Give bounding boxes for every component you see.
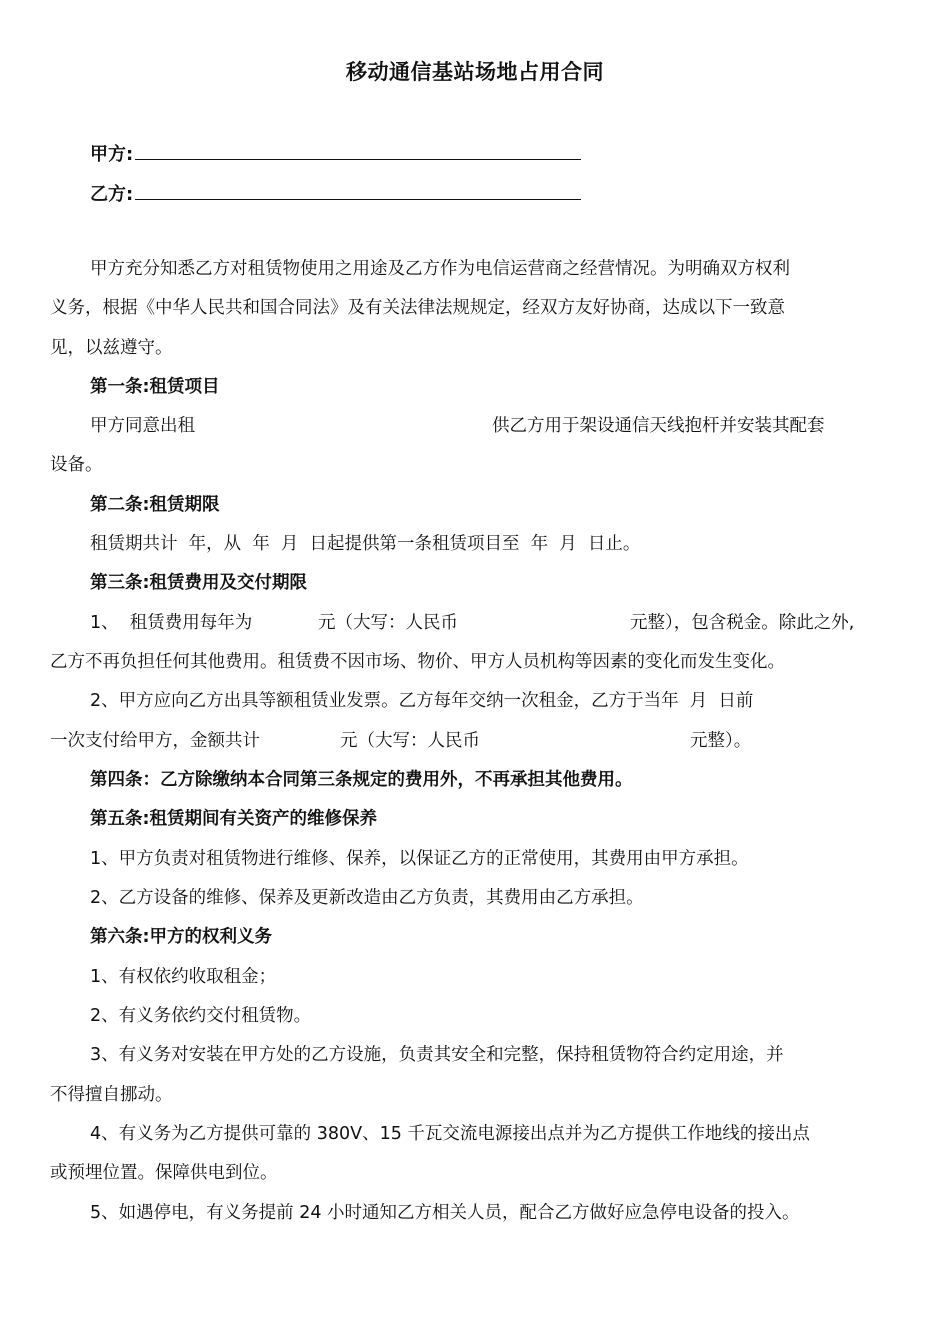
article-3-item-1-c: 元整），包含税金。除此之外, xyxy=(630,613,855,633)
article-4-heading: 第四条：乙方除缴纳本合同第三条规定的费用外，不再承担其他费用。 xyxy=(90,770,633,790)
intro-line-1: 甲方充分知悉乙方对租赁物使用之用途及乙方作为电信运营商之经营情况。为明确双方权利 xyxy=(90,259,790,279)
article-3-item-2-line-1: 2、甲方应向乙方出具等额租赁业发票。乙方每年交纳一次租金，乙方于当年 月 日前 xyxy=(90,691,754,711)
article-6-heading: 第六条:甲方的权利义务 xyxy=(90,927,272,947)
article-3-heading: 第三条:租赁费用及交付期限 xyxy=(90,573,307,593)
article-3-item-2-b: 元（大写：人民币 xyxy=(340,731,480,751)
article-6-item-4-line-1: 4、有义务为乙方提供可靠的 380V、15 千瓦交流电源接出点并为乙方提供工作地线的接出点 xyxy=(90,1124,810,1144)
party-b-blank xyxy=(135,181,581,200)
party-b-label: 乙方: xyxy=(90,184,134,205)
article-5-item-1: 1、甲方负责对租赁物进行维修、保养，以保证乙方的正常使用，其费用由甲方承担。 xyxy=(90,849,749,869)
article-1-line-1-left: 甲方同意出租 xyxy=(90,416,195,436)
article-6-item-1: 1、有权依约收取租金； xyxy=(90,967,277,987)
article-6-item-3-line-1: 3、有义务对安装在甲方处的乙方设施，负责其安全和完整，保持租赁物符合约定用途，并 xyxy=(90,1045,784,1065)
intro-line-2: 义务，根据《中华人民共和国合同法》及有关法律法规规定，经双方友好协商，达成以下一致意 xyxy=(50,298,785,318)
article-3-item-1-a: 1、 租赁费用每年为 xyxy=(90,613,253,633)
article-2-heading: 第二条:租赁期限 xyxy=(90,495,220,515)
article-1-line-1-right: 供乙方用于架设通信天线抱杆并安装其配套 xyxy=(492,416,825,436)
article-6-item-2: 2、有义务依约交付租赁物。 xyxy=(90,1006,312,1026)
article-3-item-1-b: 元（大写：人民币 xyxy=(318,613,458,633)
party-b-field xyxy=(90,180,581,206)
article-6-item-3-line-2: 不得擅自挪动。 xyxy=(50,1085,173,1105)
party-a-field xyxy=(90,140,581,166)
article-6-item-4-line-2: 或预埋位置。保障供电到位。 xyxy=(50,1163,278,1183)
party-a-label: 甲方: xyxy=(90,144,134,165)
article-3-item-1-line-2: 乙方不再负担任何其他费用。租赁费不因市场、物价、甲方人员机构等因素的变化而发生变化。 xyxy=(50,652,785,672)
party-a-blank xyxy=(135,141,581,160)
article-1-heading: 第一条:租赁项目 xyxy=(90,377,220,397)
article-3-item-2-c: 元整）。 xyxy=(690,731,752,751)
article-1-line-2: 设备。 xyxy=(50,455,103,475)
intro-line-3: 见，以兹遵守。 xyxy=(50,338,173,358)
article-6-item-5: 5、如遇停电，有义务提前 24 小时通知乙方相关人员，配合乙方做好应急停电设备的投入。 xyxy=(90,1203,800,1223)
article-5-heading: 第五条:租赁期间有关资产的维修保养 xyxy=(90,809,377,829)
document-title: 移动通信基站场地占用合同 xyxy=(346,60,604,84)
article-5-item-2: 2、乙方设备的维修、保养及更新改造由乙方负责，其费用由乙方承担。 xyxy=(90,888,644,908)
article-3-item-2-a: 一次支付给甲方，金额共计 xyxy=(50,731,260,751)
article-2-text: 租赁期共计 年，从 年 月 日起提供第一条租赁项目至 年 月 日止。 xyxy=(90,534,641,554)
